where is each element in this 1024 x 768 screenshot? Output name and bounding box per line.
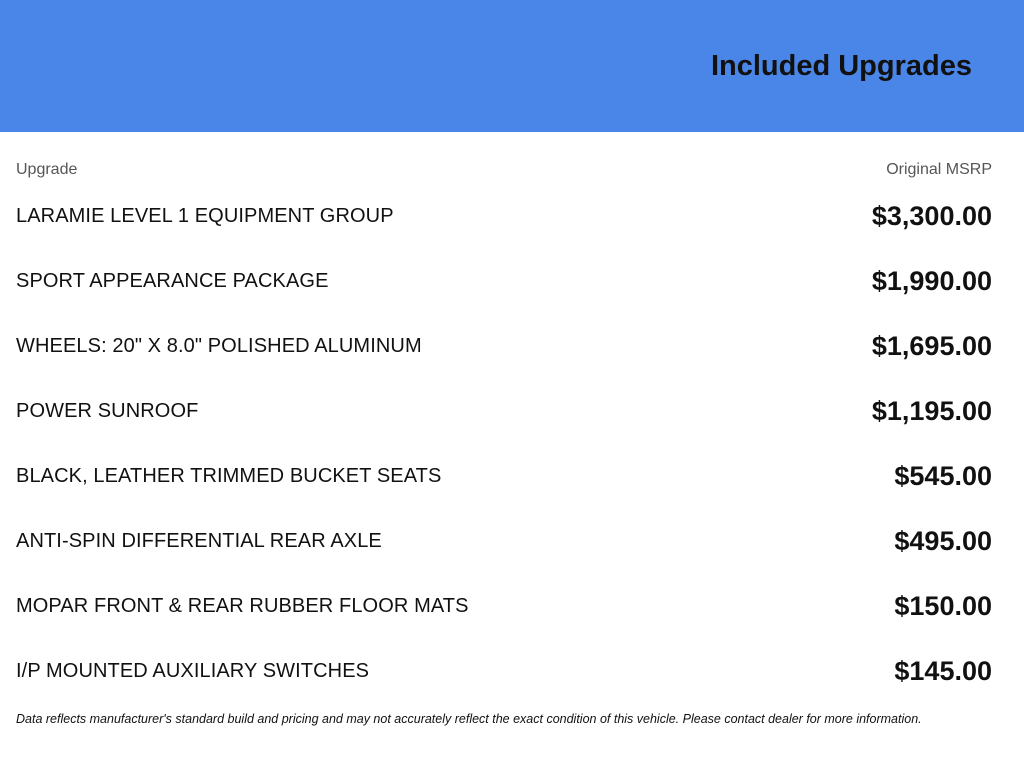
upgrade-name: BLACK, LEATHER TRIMMED BUCKET SEATS <box>16 465 442 487</box>
upgrade-name: MOPAR FRONT & REAR RUBBER FLOOR MATS <box>16 595 469 617</box>
table-row <box>16 574 992 639</box>
upgrades-table <box>16 132 992 704</box>
upgrade-price: $495.00 <box>894 526 992 556</box>
disclaimer-text: Data reflects manufacturer's standard build and pricing and may not accurately reflect the exact condition of this vehicle. Please contact dealer for more information. <box>16 712 922 726</box>
upgrade-name: POWER SUNROOF <box>16 400 199 422</box>
upgrade-price: $545.00 <box>894 461 992 491</box>
upgrade-price: $145.00 <box>894 656 992 686</box>
upgrade-name: LARAMIE LEVEL 1 EQUIPMENT GROUP <box>16 205 394 227</box>
column-header-upgrade: Upgrade <box>16 161 78 178</box>
table-row <box>16 509 992 574</box>
upgrade-price: $1,990.00 <box>871 266 992 296</box>
upgrade-name: ANTI-SPIN DIFFERENTIAL REAR AXLE <box>16 530 382 552</box>
column-header-row <box>16 132 992 184</box>
upgrade-price: $3,300.00 <box>871 201 992 231</box>
upgrade-name: SPORT APPEARANCE PACKAGE <box>16 270 329 292</box>
table-row <box>16 249 992 314</box>
upgrade-name: WHEELS: 20" X 8.0" POLISHED ALUMINUM <box>16 335 422 357</box>
upgrade-price: $1,695.00 <box>871 331 992 361</box>
table-row <box>16 314 992 379</box>
table-row <box>16 444 992 509</box>
upgrade-price: $1,195.00 <box>871 396 992 426</box>
header-banner <box>0 0 1024 132</box>
page-title: Included Upgrades <box>710 50 972 82</box>
upgrade-price: $150.00 <box>894 591 992 621</box>
column-header-msrp: Original MSRP <box>886 161 992 178</box>
upgrade-name: I/P MOUNTED AUXILIARY SWITCHES <box>16 660 370 682</box>
table-row <box>16 379 992 444</box>
table-row <box>16 639 992 704</box>
table-row <box>16 184 992 249</box>
upgrade-list <box>16 184 992 704</box>
